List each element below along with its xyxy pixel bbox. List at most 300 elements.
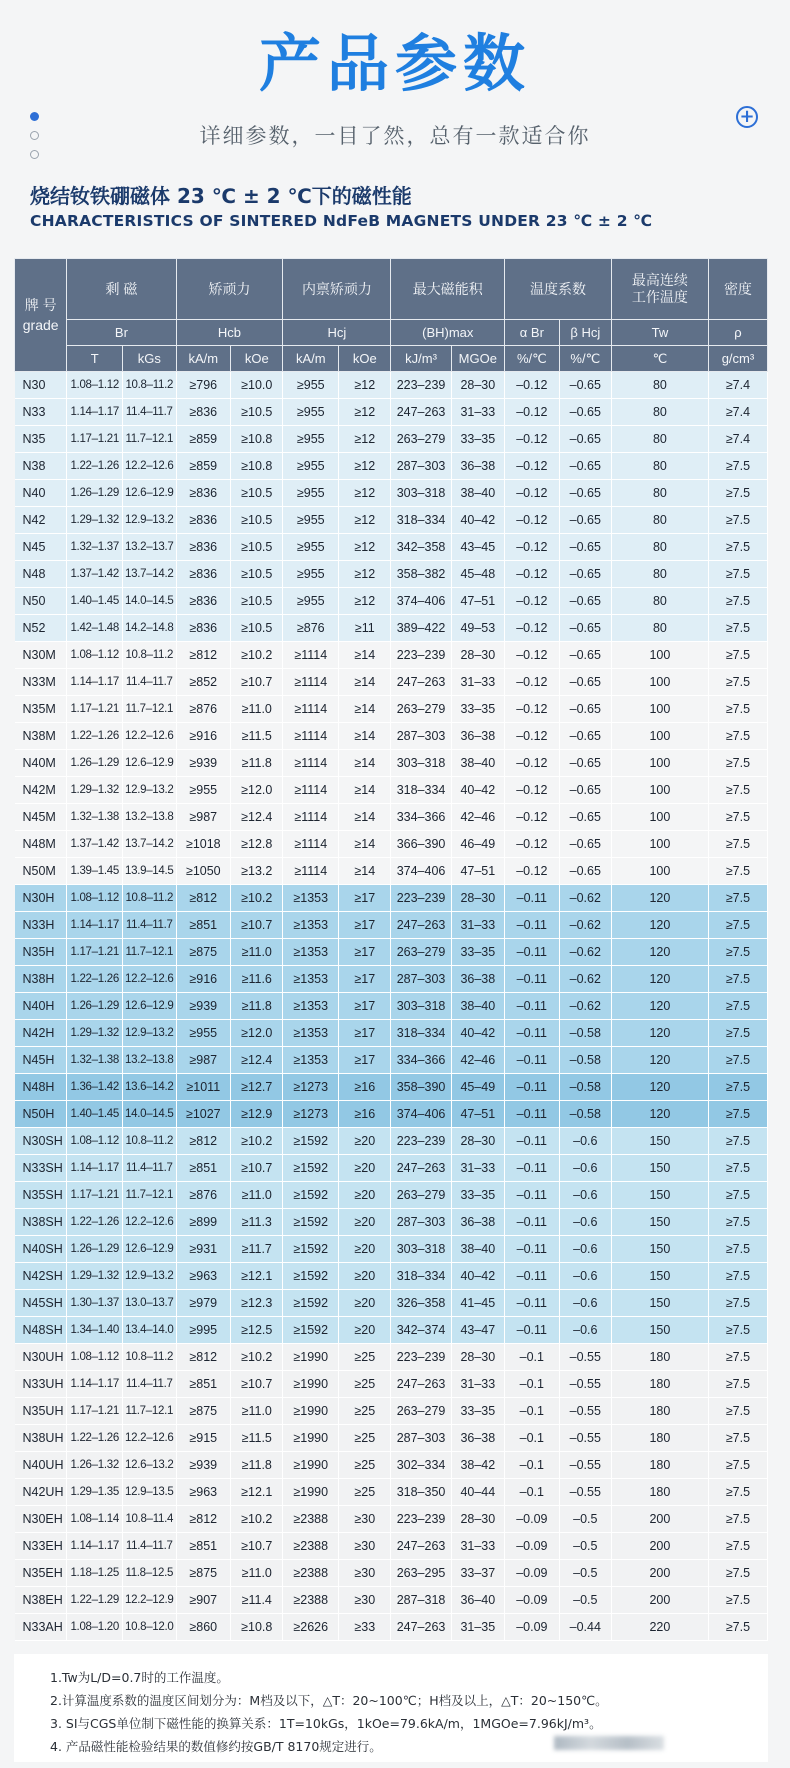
- cell-hcb-kam: ≥995: [176, 1317, 231, 1344]
- cell-tw: 120: [611, 1020, 708, 1047]
- cell-alpha-br: –0.11: [505, 1155, 560, 1182]
- table-row: [15, 804, 768, 831]
- note-item: 4. 产品磁性能检验结果的数值修约按GB/T 8170规定进行。: [50, 1739, 382, 1754]
- cell-br-kgs: 12.9–13.2: [123, 777, 176, 804]
- cell-hcj-kam: ≥1114: [283, 723, 339, 750]
- cell-br-kgs: 11.4–11.7: [123, 912, 176, 939]
- cell-tw: 80: [611, 561, 708, 588]
- cell-hcb-kam: ≥876: [176, 696, 231, 723]
- cell-hcj-kam: ≥2626: [283, 1614, 339, 1641]
- cell-tw: 80: [611, 480, 708, 507]
- cell-hcj-koe: ≥12: [339, 372, 391, 399]
- cell-br-kgs: 11.4–11.7: [123, 1371, 176, 1398]
- cell-grade: N30: [15, 372, 67, 399]
- cell-hcb-koe: ≥10.7: [231, 1371, 283, 1398]
- cell-alpha-br: –0.12: [505, 426, 560, 453]
- cell-hcb-koe: ≥11.3: [231, 1209, 283, 1236]
- header-br: Br: [67, 320, 176, 346]
- cell-alpha-br: –0.11: [505, 966, 560, 993]
- cell-bh-mgoe: 38–42: [451, 1452, 504, 1479]
- unit-hcb-koe: kOe: [231, 346, 283, 372]
- cell-hcj-koe: ≥12: [339, 399, 391, 426]
- cell-alpha-br: –0.1: [505, 1371, 560, 1398]
- cell-alpha-br: –0.11: [505, 912, 560, 939]
- cell-hcb-kam: ≥836: [176, 399, 231, 426]
- cell-hcj-kam: ≥1353: [283, 885, 339, 912]
- cell-br-kgs: 12.2–12.6: [123, 1209, 176, 1236]
- cell-grade: N30SH: [15, 1128, 67, 1155]
- cell-grade: N45SH: [15, 1290, 67, 1317]
- cell-tw: 200: [611, 1587, 708, 1614]
- cell-hcb-koe: ≥12.8: [231, 831, 283, 858]
- unit-rho: g/cm³: [708, 346, 767, 372]
- cell-hcb-kam: ≥859: [176, 426, 231, 453]
- cell-hcj-koe: ≥14: [339, 723, 391, 750]
- cell-br-t: 1.08–1.20: [67, 1614, 123, 1641]
- cell-br-kgs: 11.4–11.7: [123, 399, 176, 426]
- table-row: [15, 1128, 768, 1155]
- cell-alpha-br: –0.11: [505, 1290, 560, 1317]
- cell-hcb-koe: ≥10.2: [231, 642, 283, 669]
- plus-circle-icon[interactable]: +: [736, 106, 758, 128]
- cell-hcj-koe: ≥20: [339, 1182, 391, 1209]
- table-row: [15, 858, 768, 885]
- carousel-dot[interactable]: [30, 150, 39, 159]
- cell-tw: 100: [611, 669, 708, 696]
- cell-bh-mgoe: 40–44: [451, 1479, 504, 1506]
- cell-bh-kj: 263–279: [391, 939, 451, 966]
- cell-alpha-br: –0.12: [505, 561, 560, 588]
- cell-hcb-koe: ≥10.5: [231, 561, 283, 588]
- cell-beta-hcj: –0.55: [559, 1398, 611, 1425]
- cell-tw: 180: [611, 1479, 708, 1506]
- cell-hcb-koe: ≥10.8: [231, 426, 283, 453]
- cell-hcb-koe: ≥11.4: [231, 1587, 283, 1614]
- cell-alpha-br: –0.11: [505, 1020, 560, 1047]
- cell-hcj-koe: ≥14: [339, 777, 391, 804]
- cell-br-kgs: 13.6–14.2: [123, 1074, 176, 1101]
- cell-hcb-koe: ≥12.0: [231, 777, 283, 804]
- cell-hcj-koe: ≥20: [339, 1290, 391, 1317]
- cell-hcj-koe: ≥17: [339, 939, 391, 966]
- cell-tw: 80: [611, 588, 708, 615]
- cell-alpha-br: –0.12: [505, 804, 560, 831]
- table-heading-cn: 烧结钕铁硼磁体 23 ℃ ± 2 ℃下的磁性能: [30, 184, 412, 208]
- cell-hcj-koe: ≥20: [339, 1155, 391, 1182]
- cell-grade: N30H: [15, 885, 67, 912]
- cell-hcb-koe: ≥13.2: [231, 858, 283, 885]
- cell-beta-hcj: –0.65: [559, 615, 611, 642]
- cell-bh-mgoe: 45–49: [451, 1074, 504, 1101]
- cell-density: ≥7.5: [708, 588, 767, 615]
- cell-hcj-koe: ≥12: [339, 507, 391, 534]
- cell-hcb-koe: ≥10.7: [231, 1155, 283, 1182]
- cell-br-kgs: 12.9–13.2: [123, 1263, 176, 1290]
- cell-bh-mgoe: 40–42: [451, 507, 504, 534]
- cell-beta-hcj: –0.55: [559, 1479, 611, 1506]
- unit-bh-mgoe: MGOe: [451, 346, 504, 372]
- cell-tw: 80: [611, 534, 708, 561]
- cell-alpha-br: –0.11: [505, 1074, 560, 1101]
- cell-hcb-koe: ≥10.5: [231, 615, 283, 642]
- cell-tw: 150: [611, 1236, 708, 1263]
- cell-tw: 180: [611, 1452, 708, 1479]
- cell-hcj-kam: ≥1592: [283, 1290, 339, 1317]
- cell-beta-hcj: –0.65: [559, 858, 611, 885]
- cell-br-kgs: 11.8–12.5: [123, 1560, 176, 1587]
- cell-br-t: 1.30–1.37: [67, 1290, 123, 1317]
- cell-bh-mgoe: 47–51: [451, 588, 504, 615]
- cell-bh-kj: 287–303: [391, 1209, 451, 1236]
- table-row: [15, 1047, 768, 1074]
- table-row: [15, 1479, 768, 1506]
- cell-beta-hcj: –0.55: [559, 1425, 611, 1452]
- cell-hcb-kam: ≥796: [176, 372, 231, 399]
- cell-br-kgs: 12.9–13.5: [123, 1479, 176, 1506]
- cell-beta-hcj: –0.55: [559, 1452, 611, 1479]
- cell-grade: N30M: [15, 642, 67, 669]
- cell-hcb-koe: ≥10.7: [231, 912, 283, 939]
- cell-grade: N38SH: [15, 1209, 67, 1236]
- cell-hcb-kam: ≥851: [176, 1533, 231, 1560]
- cell-hcb-koe: ≥11.0: [231, 1182, 283, 1209]
- cell-hcb-koe: ≥11.7: [231, 1236, 283, 1263]
- cell-beta-hcj: –0.65: [559, 669, 611, 696]
- cell-density: ≥7.5: [708, 1560, 767, 1587]
- cell-density: ≥7.5: [708, 1209, 767, 1236]
- cell-alpha-br: –0.12: [505, 777, 560, 804]
- cell-bh-kj: 318–334: [391, 777, 451, 804]
- cell-grade: N42SH: [15, 1263, 67, 1290]
- cell-tw: 220: [611, 1614, 708, 1641]
- cell-hcj-koe: ≥20: [339, 1236, 391, 1263]
- cell-bh-kj: 302–334: [391, 1452, 451, 1479]
- cell-beta-hcj: –0.6: [559, 1128, 611, 1155]
- cell-beta-hcj: –0.58: [559, 1020, 611, 1047]
- table-row: [15, 1101, 768, 1128]
- cell-hcj-kam: ≥1353: [283, 912, 339, 939]
- cell-tw: 120: [611, 993, 708, 1020]
- cell-bh-mgoe: 49–53: [451, 615, 504, 642]
- cell-hcb-kam: ≥899: [176, 1209, 231, 1236]
- cell-density: ≥7.5: [708, 1479, 767, 1506]
- table-row: [15, 1344, 768, 1371]
- cell-br-kgs: 11.4–11.7: [123, 1155, 176, 1182]
- page-subtitle: 详细参数，一目了然，总有一款适合你: [199, 124, 591, 148]
- cell-hcb-koe: ≥10.5: [231, 399, 283, 426]
- cell-br-kgs: 12.2–12.6: [123, 966, 176, 993]
- header-hcj: Hcj: [283, 320, 391, 346]
- cell-grade: N33EH: [15, 1533, 67, 1560]
- cell-bh-mgoe: 36–40: [451, 1587, 504, 1614]
- cell-tw: 200: [611, 1533, 708, 1560]
- cell-bh-mgoe: 33–35: [451, 1182, 504, 1209]
- cell-beta-hcj: –0.62: [559, 939, 611, 966]
- cell-bh-mgoe: 36–38: [451, 723, 504, 750]
- cell-beta-hcj: –0.65: [559, 426, 611, 453]
- cell-density: ≥7.5: [708, 1074, 767, 1101]
- cell-hcj-kam: ≥2388: [283, 1533, 339, 1560]
- cell-hcb-koe: ≥10.8: [231, 1614, 283, 1641]
- cell-beta-hcj: –0.65: [559, 696, 611, 723]
- cell-grade: N45: [15, 534, 67, 561]
- cell-br-kgs: 12.2–12.6: [123, 723, 176, 750]
- cell-beta-hcj: –0.65: [559, 777, 611, 804]
- cell-hcj-koe: ≥30: [339, 1587, 391, 1614]
- cell-alpha-br: –0.11: [505, 1209, 560, 1236]
- cell-br-kgs: 12.9–13.2: [123, 1020, 176, 1047]
- cell-bh-mgoe: 41–45: [451, 1290, 504, 1317]
- cell-bh-mgoe: 45–48: [451, 561, 504, 588]
- table-row: [15, 669, 768, 696]
- cell-bh-mgoe: 43–47: [451, 1317, 504, 1344]
- cell-hcj-koe: ≥30: [339, 1506, 391, 1533]
- cell-hcj-kam: ≥2388: [283, 1560, 339, 1587]
- cell-density: ≥7.4: [708, 426, 767, 453]
- cell-bh-mgoe: 28–30: [451, 642, 504, 669]
- cell-bh-kj: 374–406: [391, 858, 451, 885]
- table-row: [15, 1209, 768, 1236]
- cell-br-kgs: 14.0–14.5: [123, 1101, 176, 1128]
- cell-hcb-kam: ≥963: [176, 1263, 231, 1290]
- cell-density: ≥7.5: [708, 534, 767, 561]
- cell-bh-kj: 389–422: [391, 615, 451, 642]
- cell-grade: N48: [15, 561, 67, 588]
- cell-grade: N40SH: [15, 1236, 67, 1263]
- cell-bh-mgoe: 31–33: [451, 399, 504, 426]
- cell-br-t: 1.37–1.42: [67, 831, 123, 858]
- cell-grade: N52: [15, 615, 67, 642]
- cell-hcb-koe: ≥12.3: [231, 1290, 283, 1317]
- cell-bh-kj: 366–390: [391, 831, 451, 858]
- cell-bh-mgoe: 31–33: [451, 1533, 504, 1560]
- cell-density: ≥7.5: [708, 1155, 767, 1182]
- cell-hcb-koe: ≥10.5: [231, 507, 283, 534]
- table-row: [15, 831, 768, 858]
- cell-density: ≥7.5: [708, 1020, 767, 1047]
- cell-tw: 80: [611, 372, 708, 399]
- cell-br-t: 1.34–1.40: [67, 1317, 123, 1344]
- cell-hcb-koe: ≥11.0: [231, 939, 283, 966]
- cell-tw: 200: [611, 1506, 708, 1533]
- cell-grade: N38EH: [15, 1587, 67, 1614]
- cell-bh-kj: 263–279: [391, 426, 451, 453]
- cell-bh-kj: 247–263: [391, 1155, 451, 1182]
- cell-hcb-koe: ≥10.2: [231, 1344, 283, 1371]
- cell-bh-kj: 318–350: [391, 1479, 451, 1506]
- cell-hcj-koe: ≥14: [339, 669, 391, 696]
- cell-hcj-koe: ≥12: [339, 453, 391, 480]
- cell-hcb-koe: ≥11.8: [231, 750, 283, 777]
- cell-bh-kj: 287–303: [391, 1425, 451, 1452]
- cell-br-t: 1.18–1.25: [67, 1560, 123, 1587]
- cell-br-t: 1.08–1.12: [67, 372, 123, 399]
- cell-alpha-br: –0.12: [505, 696, 560, 723]
- cell-hcj-kam: ≥1114: [283, 750, 339, 777]
- cell-hcb-kam: ≥812: [176, 1128, 231, 1155]
- cell-hcb-kam: ≥955: [176, 777, 231, 804]
- cell-hcj-kam: ≥1990: [283, 1425, 339, 1452]
- cell-br-t: 1.22–1.26: [67, 1425, 123, 1452]
- cell-br-kgs: 13.0–13.7: [123, 1290, 176, 1317]
- table-row: [15, 1506, 768, 1533]
- cell-alpha-br: –0.12: [505, 831, 560, 858]
- cell-grade: N45M: [15, 804, 67, 831]
- cell-beta-hcj: –0.65: [559, 372, 611, 399]
- cell-br-kgs: 13.2–13.7: [123, 534, 176, 561]
- cell-density: ≥7.4: [708, 399, 767, 426]
- cell-hcb-koe: ≥12.0: [231, 1020, 283, 1047]
- cell-hcb-kam: ≥836: [176, 534, 231, 561]
- cell-alpha-br: –0.11: [505, 1182, 560, 1209]
- cell-bh-mgoe: 47–51: [451, 1101, 504, 1128]
- cell-density: ≥7.5: [708, 912, 767, 939]
- note-item: 3. SI与CGS单位制下磁性能的换算关系：1T=10kGs，1kOe=79.6kA/m，1MGOe=7.96kJ/m³。: [50, 1716, 602, 1731]
- header-bhmax: (BH)max: [391, 320, 505, 346]
- cell-hcj-kam: ≥1592: [283, 1236, 339, 1263]
- cell-bh-kj: 263–279: [391, 1182, 451, 1209]
- cell-br-kgs: 11.7–12.1: [123, 1182, 176, 1209]
- cell-alpha-br: –0.11: [505, 939, 560, 966]
- cell-beta-hcj: –0.58: [559, 1047, 611, 1074]
- cell-bh-mgoe: 38–40: [451, 993, 504, 1020]
- cell-grade: N42H: [15, 1020, 67, 1047]
- cell-hcj-kam: ≥1353: [283, 966, 339, 993]
- unit-br-t: T: [67, 346, 123, 372]
- cell-beta-hcj: –0.62: [559, 885, 611, 912]
- cell-density: ≥7.5: [708, 1506, 767, 1533]
- table-row: [15, 1587, 768, 1614]
- cell-br-kgs: 10.8–11.4: [123, 1506, 176, 1533]
- cell-hcb-koe: ≥10.2: [231, 1506, 283, 1533]
- table-row: [15, 642, 768, 669]
- cell-hcj-kam: ≥1592: [283, 1155, 339, 1182]
- cell-density: ≥7.5: [708, 669, 767, 696]
- cell-bh-mgoe: 28–30: [451, 372, 504, 399]
- table-row: [15, 399, 768, 426]
- cell-bh-mgoe: 31–33: [451, 669, 504, 696]
- cell-hcj-koe: ≥25: [339, 1398, 391, 1425]
- cell-hcj-koe: ≥14: [339, 831, 391, 858]
- cell-br-t: 1.22–1.26: [67, 1209, 123, 1236]
- cell-alpha-br: –0.12: [505, 642, 560, 669]
- cell-beta-hcj: –0.65: [559, 507, 611, 534]
- cell-hcb-koe: ≥10.5: [231, 534, 283, 561]
- cell-alpha-br: –0.12: [505, 588, 560, 615]
- unit-tw: ℃: [611, 346, 708, 372]
- cell-bh-mgoe: 36–38: [451, 453, 504, 480]
- cell-beta-hcj: –0.5: [559, 1533, 611, 1560]
- cell-density: ≥7.5: [708, 561, 767, 588]
- unit-hcj-koe: kOe: [339, 346, 391, 372]
- cell-hcb-kam: ≥851: [176, 1155, 231, 1182]
- cell-bh-mgoe: 33–35: [451, 426, 504, 453]
- cell-alpha-br: –0.12: [505, 399, 560, 426]
- cell-tw: 150: [611, 1155, 708, 1182]
- cell-grade: N38H: [15, 966, 67, 993]
- cell-hcj-kam: ≥955: [283, 372, 339, 399]
- cell-hcb-koe: ≥10.5: [231, 480, 283, 507]
- cell-grade: N50H: [15, 1101, 67, 1128]
- cell-tw: 120: [611, 966, 708, 993]
- cell-hcb-koe: ≥12.1: [231, 1263, 283, 1290]
- table-row: [15, 507, 768, 534]
- cell-density: ≥7.5: [708, 885, 767, 912]
- cell-bh-kj: 223–239: [391, 372, 451, 399]
- cell-density: ≥7.5: [708, 453, 767, 480]
- cell-grade: N35H: [15, 939, 67, 966]
- cell-tw: 150: [611, 1317, 708, 1344]
- cell-grade: N35EH: [15, 1560, 67, 1587]
- cell-density: ≥7.5: [708, 507, 767, 534]
- cell-beta-hcj: –0.5: [559, 1587, 611, 1614]
- cell-hcb-kam: ≥836: [176, 507, 231, 534]
- cell-hcj-kam: ≥1990: [283, 1371, 339, 1398]
- cell-alpha-br: –0.11: [505, 993, 560, 1020]
- cell-br-t: 1.40–1.45: [67, 588, 123, 615]
- cell-bh-kj: 247–263: [391, 669, 451, 696]
- cell-br-kgs: 10.8–11.2: [123, 1344, 176, 1371]
- cell-beta-hcj: –0.65: [559, 831, 611, 858]
- cell-br-t: 1.26–1.29: [67, 480, 123, 507]
- cell-beta-hcj: –0.65: [559, 723, 611, 750]
- header-tw: Tw: [611, 320, 708, 346]
- cell-density: ≥7.5: [708, 966, 767, 993]
- cell-bh-kj: 358–390: [391, 1074, 451, 1101]
- cell-beta-hcj: –0.65: [559, 453, 611, 480]
- cell-bh-mgoe: 33–35: [451, 1398, 504, 1425]
- cell-density: ≥7.5: [708, 804, 767, 831]
- cell-br-kgs: 11.4–11.7: [123, 669, 176, 696]
- table-heading-en: CHARACTERISTICS OF SINTERED NdFeB MAGNETS UNDER 23 ℃ ± 2 ℃: [30, 212, 653, 230]
- cell-hcj-kam: ≥1353: [283, 993, 339, 1020]
- cell-tw: 120: [611, 1074, 708, 1101]
- cell-density: ≥7.5: [708, 1398, 767, 1425]
- cell-bh-kj: 287–303: [391, 966, 451, 993]
- cell-tw: 180: [611, 1425, 708, 1452]
- cell-alpha-br: –0.11: [505, 1317, 560, 1344]
- cell-hcj-kam: ≥955: [283, 453, 339, 480]
- cell-grade: N33: [15, 399, 67, 426]
- table-row: [15, 939, 768, 966]
- cell-hcj-koe: ≥12: [339, 588, 391, 615]
- table-row: [15, 912, 768, 939]
- table-row: [15, 696, 768, 723]
- cell-bh-mgoe: 38–40: [451, 480, 504, 507]
- cell-br-t: 1.22–1.26: [67, 723, 123, 750]
- cell-grade: N35M: [15, 696, 67, 723]
- cell-hcb-kam: ≥939: [176, 750, 231, 777]
- cell-br-kgs: 12.6–13.2: [123, 1452, 176, 1479]
- cell-hcb-koe: ≥11.8: [231, 993, 283, 1020]
- cell-alpha-br: –0.11: [505, 1263, 560, 1290]
- cell-br-kgs: 10.8–11.2: [123, 1128, 176, 1155]
- cell-density: ≥7.5: [708, 1047, 767, 1074]
- cell-hcj-koe: ≥25: [339, 1479, 391, 1506]
- cell-hcb-koe: ≥10.2: [231, 885, 283, 912]
- cell-alpha-br: –0.12: [505, 723, 560, 750]
- cell-br-t: 1.22–1.29: [67, 1587, 123, 1614]
- cell-bh-kj: 342–358: [391, 534, 451, 561]
- cell-hcj-koe: ≥14: [339, 696, 391, 723]
- cell-hcb-koe: ≥11.5: [231, 1425, 283, 1452]
- cell-hcb-kam: ≥915: [176, 1425, 231, 1452]
- cell-beta-hcj: –0.55: [559, 1371, 611, 1398]
- cell-hcb-koe: ≥12.4: [231, 804, 283, 831]
- cell-hcj-koe: ≥16: [339, 1074, 391, 1101]
- cell-br-t: 1.37–1.42: [67, 561, 123, 588]
- table-row: [15, 1614, 768, 1641]
